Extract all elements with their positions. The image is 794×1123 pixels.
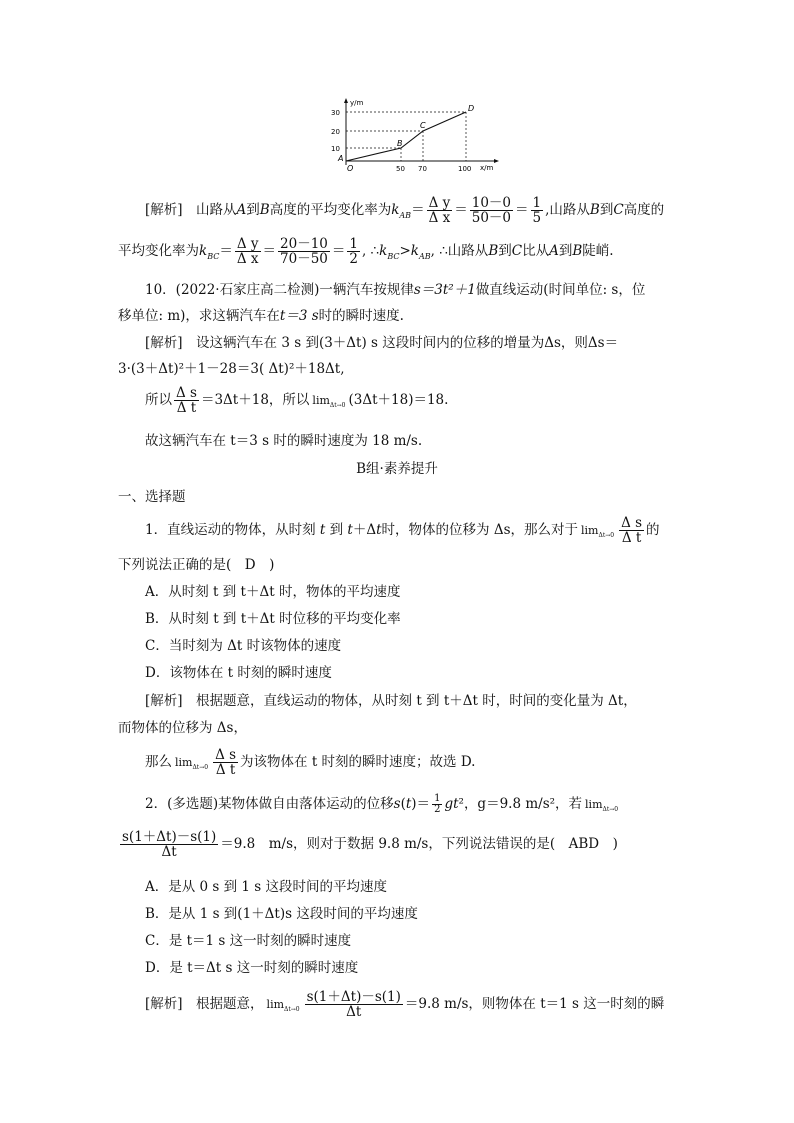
text: ＝3Δt＋18，所以 [200,392,310,409]
q1-option-d: D．该物体在 t 时刻的瞬时速度 [145,665,332,681]
analysis2-line1 [145,331,618,351]
q2-line1: 2．(多选题)某物体做自由落体运动的位移s(t)＝ $\frac{1}{2}$ gt²，g＝9.8 m/s²，若 $\lim_{\Delta t\to 0}$ [145,792,619,815]
text: 根据题意，直线运动的物体，从时刻 t 到 t＋Δt 时，时间的变化量为 Δt， [196,693,637,709]
text: 1．直线运动的物体，从时刻 [145,522,316,539]
q1-option-b: B．从时刻 t 到 t＋Δt 时位移的平均变化率 [145,611,401,627]
q1-analysis-line3 [145,748,475,777]
analysis2-line2 [118,357,345,377]
road-profile [346,112,466,161]
q10-line1 [145,278,645,298]
text: 到 [329,522,344,539]
fraction: $\frac{1}{2}$ [349,236,358,268]
text: 移单位: m)，求这辆汽车在 [118,308,280,324]
text: 高度的平均变化率为 [269,202,392,219]
text: , ∴山路从 [430,243,489,260]
fraction: $\frac{s(1+\Delta t)-s(1)}{\Delta t}$ [122,829,217,861]
text: ,山路从 [545,202,590,219]
analysis-tag: [解析] [145,202,183,219]
text: 比从 [522,243,550,260]
y-axis-label: y/m [350,99,364,107]
limit-symbol: $\lim_{\Delta t\to 0}$ [175,756,209,772]
text: 3·(3＋Δt)²＋1－28＝3( Δt)²＋18Δt, [118,361,345,377]
analysis-tag: [解析] [145,996,183,1013]
text: 故这辆汽车在 t＝3 s 时的瞬时速度为 18 m/s. [145,433,423,449]
point-d-label: D [468,104,475,113]
y-tick-20: 20 [331,128,340,136]
fraction: $\frac{s(1+\Delta t)-s(1)}{\Delta t}$ [306,989,401,1021]
text: 高度的 [623,202,665,219]
fraction: $\frac{20-10}{70-50}$ [280,236,328,268]
x-axis-arrow [494,159,499,163]
analysis-tag: [解析] [145,335,183,351]
analysis2-line3 [145,386,448,415]
limit-symbol: $\lim_{\Delta t\to 0}$ [312,394,346,410]
y-tick-30: 30 [331,109,340,117]
section-b-title: B组·素养提升 [356,461,438,477]
limit-symbol: $\lim_{\Delta t\to 0}$ [585,798,619,814]
q1-line1: 1．直线运动的物体，从时刻 t 到 t＋Δt时，物体的位移为 Δs，那么对于 $\lim_{\Delta t\to 0}$ $\frac{\text{Δ s}}{\text{Δ t}}$ 的 [145,515,660,547]
q2-line2 [118,830,618,859]
text: 到 [498,243,512,260]
text: 到 [558,243,573,260]
q2-option-c: C．是 t＝1 s 这一时刻的瞬时速度 [145,933,352,949]
text: ＝9.8 m/s，则物体在 t＝1 s 这一时刻的瞬 [404,996,665,1013]
point-c-label: C [420,121,426,130]
q10-line2 [118,304,404,324]
q2-option-b: B．是从 1 s 到(1＋Δt)s 这段时间的平均速度 [145,906,418,922]
point-a-label: A [338,154,344,163]
formula: t＝3 s [279,308,319,324]
limit-symbol: $\lim_{\Delta t\to 0}$ [266,998,300,1014]
q1-option-a: A．从时刻 t 到 t＋Δt 时，物体的平均速度 [145,584,401,600]
formula: s＝3t²＋1 [413,282,476,298]
fraction: $\frac{\text{Δ s}}{\text{Δ t}}$ [621,515,643,547]
text: 根据题意， [196,996,264,1013]
text: 的 [646,522,660,539]
text: 时的瞬时速度. [318,308,404,324]
origin-label: O [347,164,354,173]
fraction: $\frac{\text{Δ y}}{\text{Δ x}}$ [428,195,451,227]
text: 时，物体的位移为 Δs，那么对于 [381,522,579,539]
section-one-title: 一、选择题 [118,489,186,505]
text: ＝9.8 m/s，则对于数据 9.8 m/s，下列说法错误的是( ABD ) [220,836,618,853]
fraction: $\frac{1}{5}$ [532,195,542,227]
analysis2-line4 [145,429,422,449]
fraction: $\frac{\text{Δ s}}{\text{Δ t}}$ [215,747,237,779]
text: (3Δt＋18)＝18. [348,392,449,409]
y-tick-10: 10 [331,145,340,153]
q2-option-d: D．是 t＝Δt s 这一时刻的瞬时速度 [145,960,359,976]
analysis-tag: [解析] [145,693,183,709]
q1-analysis-line1 [145,689,637,709]
x-tick-50: 50 [396,165,405,173]
point-b-label: B [397,139,403,148]
text: 为该物体在 t 时刻的瞬时速度；故选 D. [240,754,476,771]
fraction: $\frac{\text{Δ y}}{\text{Δ x}}$ [236,236,259,268]
x-axis-label: x/m [480,164,494,172]
q1-analysis-line2: 而物体的位移为 Δs， [118,720,247,736]
analysis1-line1: [解析] 山路从A到B高度的平均变化率为$k_{AB}=$ $\frac{\text{Δ y}}{\text{Δ x}}$ ＝ $\frac{10-0}{50-0}$ ＝ $\frac{1}{5}$ ,山路从B到C高度的 [145,195,665,227]
q2-analysis-line1 [145,990,664,1019]
text: 2．(多选题)某物体做自由落体运动的位移 [145,796,394,812]
text: 10．(2022·石家庄高二检测)一辆汽车按规律 [145,282,414,298]
text: 做直线运动(时间单位: s，位 [475,282,646,298]
text: 陡峭. [582,243,614,260]
q1-line2: 下列说法正确的是( D ) [118,557,275,573]
text: 设这辆汽车在 3 s 到(3＋Δt) s 这段时间内的位移的增量为Δs，则Δs＝ [196,335,619,351]
q1-option-c: C．当时刻为 Δt 时该物体的速度 [145,638,342,654]
x-tick-100: 100 [458,165,472,173]
fraction: $\frac{10-0}{50-0}$ [471,195,512,227]
y-axis-arrow [344,98,348,103]
text: 到 [246,202,260,219]
fraction: $\frac{\text{Δ s}}{\text{Δ t}}$ [176,385,197,417]
analysis1-line2: 平均变化率为$k_{BC}=$ $\frac{\text{Δ y}}{\text{Δ x}}$ ＝ $\frac{20-10}{70-50}$ ＝ $\frac{1}{2}$ , $\therefore k_{BC}>k_{AB}$, ∴山路从B到C比从A到B陡峭. [118,236,614,268]
text: , ∴ [361,243,380,260]
slope-figure [328,95,508,177]
text: 山路从 [196,202,237,219]
text: 那么 [145,754,172,771]
x-tick-70: 70 [418,165,427,173]
q2-option-a: A．是从 0 s 到 1 s 这段时间的平均速度 [145,879,388,895]
text: 所以 [145,392,172,409]
fraction: $\frac{1}{2}$ [434,792,441,815]
text: 到 [599,202,614,219]
text: 平均变化率为 [118,243,199,260]
text: ，g＝9.8 m/s²，若 [463,796,583,812]
limit-symbol: $\lim_{\Delta t\to 0}$ [581,524,615,540]
